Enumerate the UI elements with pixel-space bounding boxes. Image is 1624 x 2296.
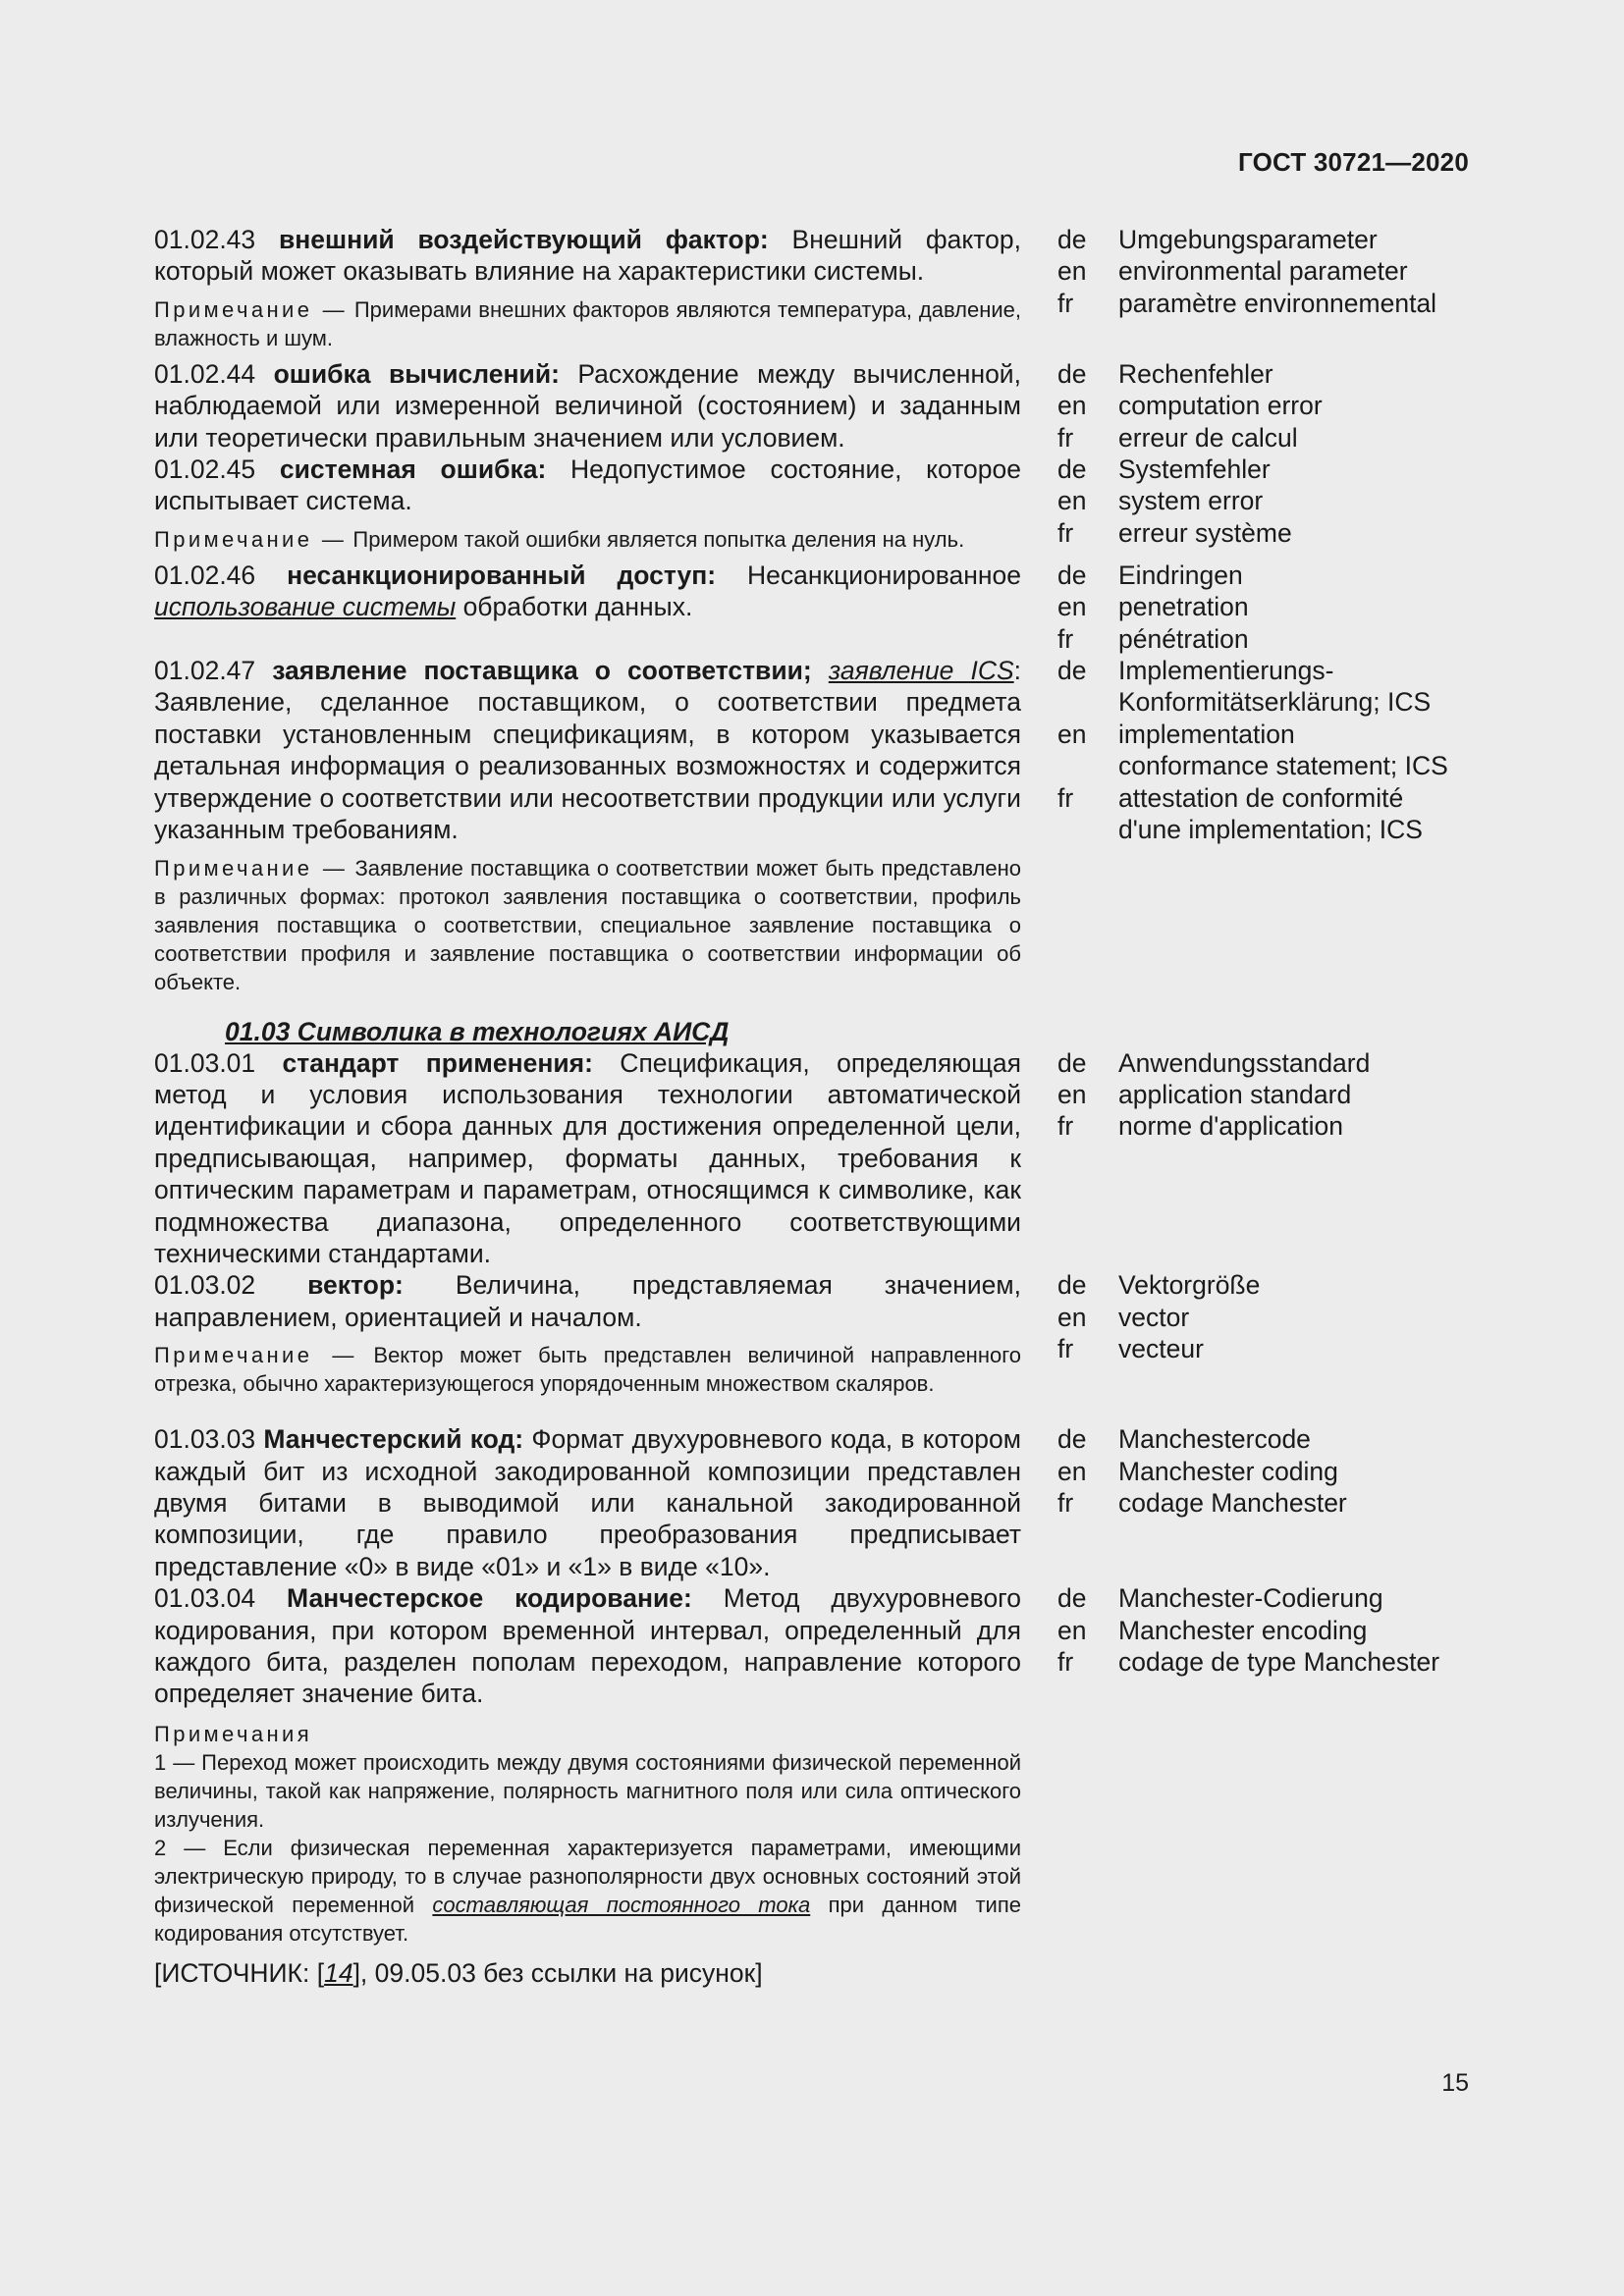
entry-number: 01.03.03 (154, 1424, 256, 1455)
lang-code: fr (1057, 288, 1074, 318)
term-entry (154, 224, 1470, 358)
lang-code: en (1057, 1302, 1087, 1332)
equivalent-en: penetration (1118, 592, 1249, 622)
entry-definition (154, 1269, 1021, 1333)
equivalent-de: Manchestercode (1118, 1424, 1311, 1455)
cross-reference-link[interactable]: составляющая постоянного тока (432, 1892, 811, 1917)
source-prefix: [ИСТОЧНИК: [ (154, 1957, 325, 1988)
foreign-equivalents (1057, 1047, 1470, 1270)
lang-code: de (1057, 225, 1087, 254)
lang-code: en (1057, 1615, 1087, 1645)
equivalent-fr: paramètre environnemental (1118, 288, 1437, 318)
term-entry (154, 655, 1470, 1001)
note-text: Примером такой ошибки является попытка деления на нуль. (347, 526, 965, 552)
entry-text: Формат двухуровневого кода, в котором каждый бит из исходной закодированной композиции представлен двумя битами в выводимой или канальной закодированной композиции, где правило преобразования предписывает представление «0» в виде «01» и «1» в виде «10». (154, 1424, 1021, 1581)
lang-code: fr (1057, 623, 1074, 654)
entry-text: Недопустимое состояние, которое испытывает система. (154, 454, 1022, 516)
lang-code: en (1057, 486, 1087, 516)
entry-number: 01.03.04 (154, 1583, 256, 1614)
lang-code: de (1057, 358, 1087, 389)
synonym-link[interactable]: заявление ICS (828, 656, 1014, 686)
equivalent-fr-line: d'une implementation; ICS (1118, 815, 1423, 845)
notes-title: Примечания (154, 1721, 313, 1746)
lang-code: en (1057, 391, 1087, 421)
lang-code: en (1057, 592, 1087, 622)
note-text: Заявление поставщика о соответствии может быть представлено в различных формах: протокол заявления поставщика о соответствии, профиль заявления поставщика о соответствии, специальное заявление поставщика о соответствии профиля и заявление поставщика о соответствии информации об объекте. (154, 855, 1021, 994)
entry-definition (154, 224, 1021, 288)
lang-code: de (1057, 560, 1087, 590)
entry-note (154, 854, 1021, 996)
lang-code: fr (1057, 1487, 1074, 1518)
term-entry (154, 560, 1470, 655)
note-item: 1 — Переход может происходить между двумя состояниями физической переменной величины, такой как напряжение, полярность магнитного поля или сила оптического излучения. (154, 1749, 1021, 1832)
note-label: Примечание — (154, 296, 348, 322)
entry-text: Внешний фактор, который может оказывать влияние на характеристики системы. (154, 225, 1021, 287)
equivalent-fr: pénétration (1118, 623, 1249, 654)
equivalent-fr-line: attestation de conformité (1118, 782, 1404, 813)
equivalent-de: Anwendungsstandard (1118, 1047, 1371, 1078)
term-entry (154, 1047, 1470, 1270)
entry-number: 01.02.43 (154, 225, 256, 254)
equivalent-en: computation error (1118, 391, 1323, 421)
foreign-equivalents (1057, 1423, 1470, 1582)
note-label: Примечание — (154, 1343, 357, 1368)
lang-code: en (1057, 1079, 1087, 1109)
bibliography-link[interactable]: 14 (324, 1957, 353, 1988)
equivalent-de: Manchester-Codierung (1118, 1583, 1383, 1614)
lang-code: de (1057, 656, 1087, 686)
term-entry (154, 358, 1470, 454)
equivalent-de: Eindringen (1118, 560, 1243, 590)
lang-code: de (1057, 1583, 1087, 1614)
entry-number: 01.02.45 (154, 454, 256, 485)
lang-code: fr (1057, 1334, 1074, 1364)
equivalent-fr: norme d'application (1118, 1111, 1343, 1142)
lang-code: en (1057, 1456, 1087, 1486)
entry-text: Спецификация, определяющая метод и условия использования технологии автоматической идентификации и сбора данных для достижения определенной цели, предписывающая, например, форматы данных, требования к оптическим параметрам и параметрам, относящимся к символике, как подмножества диапазона, определенного соответствующими техническими стандартами. (154, 1047, 1021, 1268)
note-text: при данном типе кодирования отсутствует. (154, 1892, 1021, 1946)
equivalent-fr: erreur de calcul (1118, 422, 1298, 453)
entry-term: стандарт применения: (282, 1047, 593, 1078)
equivalent-de: Rechenfehler (1118, 358, 1273, 389)
term-entry (154, 454, 1470, 560)
equivalent-en-line: conformance statement; ICS (1118, 751, 1448, 781)
entry-term: системная ошибка: (279, 454, 547, 485)
source-reference (154, 1957, 1021, 1989)
entry-number: 01.03.01 (154, 1047, 256, 1078)
entry-term: несанкционированный доступ: (287, 560, 717, 590)
entry-text: обработки данных. (456, 592, 693, 622)
entry-definition (154, 358, 1021, 454)
entry-term: заявление поставщика о соответствии; (272, 656, 812, 686)
lang-code: de (1057, 1270, 1087, 1301)
equivalent-en: Manchester encoding (1118, 1615, 1368, 1645)
lang-code: fr (1057, 782, 1074, 813)
entry-note (154, 525, 1021, 554)
note-text: Примерами внешних факторов являются температура, давление, влажность и шум. (154, 296, 1021, 350)
note-text: Вектор может быть представлен величиной направленного отрезка, обычно характеризующегося упорядоченным множеством скаляров. (154, 1343, 1021, 1397)
lang-code: fr (1057, 517, 1074, 548)
entry-definition (154, 454, 1021, 517)
equivalent-fr: vecteur (1118, 1334, 1204, 1364)
term-entry (154, 1582, 1470, 1989)
lang-code: en (1057, 256, 1087, 287)
lang-code: en (1057, 719, 1087, 749)
entry-definition (154, 655, 1021, 845)
term-entry (154, 1423, 1470, 1582)
entry-term: Манчестерский код: (263, 1424, 524, 1455)
term-entry (154, 1269, 1470, 1404)
lang-code: de (1057, 1424, 1087, 1455)
note-item (154, 1834, 1021, 1948)
entry-term: Манчестерское кодирование: (287, 1583, 692, 1614)
document-body (154, 224, 1470, 1989)
foreign-equivalents (1057, 1582, 1470, 1989)
equivalent-en: vector (1118, 1302, 1190, 1332)
equivalent-de-line: Implementierungs- (1118, 656, 1334, 686)
note-label: Примечание — (154, 855, 349, 881)
entry-note (154, 295, 1021, 352)
equivalent-de: Systemfehler (1118, 454, 1271, 485)
entry-term: вектор: (307, 1270, 404, 1301)
lang-code: fr (1057, 1111, 1074, 1142)
entry-term: внешний воздействующий фактор: (278, 225, 769, 254)
foreign-equivalents (1057, 1269, 1470, 1404)
source-suffix: ], 09.05.03 без ссылки на рисунок] (352, 1957, 763, 1988)
entry-number: 01.02.46 (154, 560, 256, 590)
entry-definition (154, 1582, 1021, 1710)
entry-term: ошибка вычислений: (273, 358, 560, 389)
entry-number: 01.02.44 (154, 358, 256, 389)
entry-note (154, 1341, 1021, 1398)
entry-text: : Заявление, сделанное поставщиком, о соответствии предмета поставки установленным спецификациям, в котором указывается детальная информация о реализованных возможностях и содержится утверждение о соответствии или несоответствии продукции или услуги указанным требованиям. (154, 656, 1022, 845)
entry-text: Несанкционированное (716, 560, 1021, 590)
entry-text: Метод двухуровневого кодирования, при котором временной интервал, определенный для каждого бита, разделен пополам переходом, направление которого определяет значение бита. (154, 1583, 1021, 1709)
equivalent-en: system error (1118, 486, 1264, 516)
equivalent-de (1118, 655, 1470, 719)
equivalent-fr: erreur système (1118, 517, 1292, 548)
equivalent-de-line: Konformitätserklärung; ICS (1118, 687, 1432, 718)
note-text: 2 — Если физическая переменная характеризуется параметрами, имеющими электрическую природу, то в случае разнополярности двух основных состояний этой физической переменной (154, 1835, 1021, 1917)
foreign-equivalents (1057, 655, 1470, 1001)
lang-code: fr (1057, 422, 1074, 453)
entry-text: Величина, представляемая значением, направлением, ориентацией и началом. (154, 1270, 1021, 1332)
equivalent-en: Manchester coding (1118, 1456, 1338, 1486)
foreign-equivalents (1057, 454, 1470, 560)
entry-text: Расхождение между вычисленной, наблюдаемой или измеренной величиной (состоянием) и заданным или теоретически правильным значением или условием. (154, 358, 1021, 453)
foreign-equivalents (1057, 224, 1470, 358)
lang-code: de (1057, 1047, 1087, 1078)
equivalent-en-line: implementation (1118, 719, 1295, 749)
document-header: ГОСТ 30721—2020 (1238, 147, 1469, 177)
entry-definition (154, 1047, 1021, 1270)
cross-reference-link[interactable]: использование системы (154, 592, 457, 622)
foreign-equivalents (1057, 358, 1470, 454)
equivalent-fr (1118, 782, 1470, 846)
lang-code: de (1057, 454, 1087, 485)
equivalent-de: Vektorgröße (1118, 1270, 1261, 1301)
note-label: Примечание — (154, 526, 348, 552)
equivalent-fr: codage Manchester (1118, 1487, 1347, 1518)
lang-code: fr (1057, 1647, 1074, 1677)
equivalent-fr: codage de type Manchester (1118, 1647, 1440, 1677)
page-number: 15 (1441, 2069, 1469, 2097)
equivalent-en: environmental parameter (1118, 256, 1408, 287)
equivalent-de: Umgebungsparameter (1118, 225, 1378, 254)
entry-number: 01.02.47 (154, 656, 256, 686)
equivalent-en (1118, 719, 1470, 782)
equivalent-en: application standard (1118, 1079, 1352, 1109)
entry-definition (154, 560, 1021, 623)
entry-definition (154, 1423, 1021, 1582)
section-title: 01.03 Символика в технологиях АИСД (225, 1016, 730, 1046)
foreign-equivalents (1057, 560, 1470, 655)
entry-number: 01.03.02 (154, 1270, 256, 1301)
